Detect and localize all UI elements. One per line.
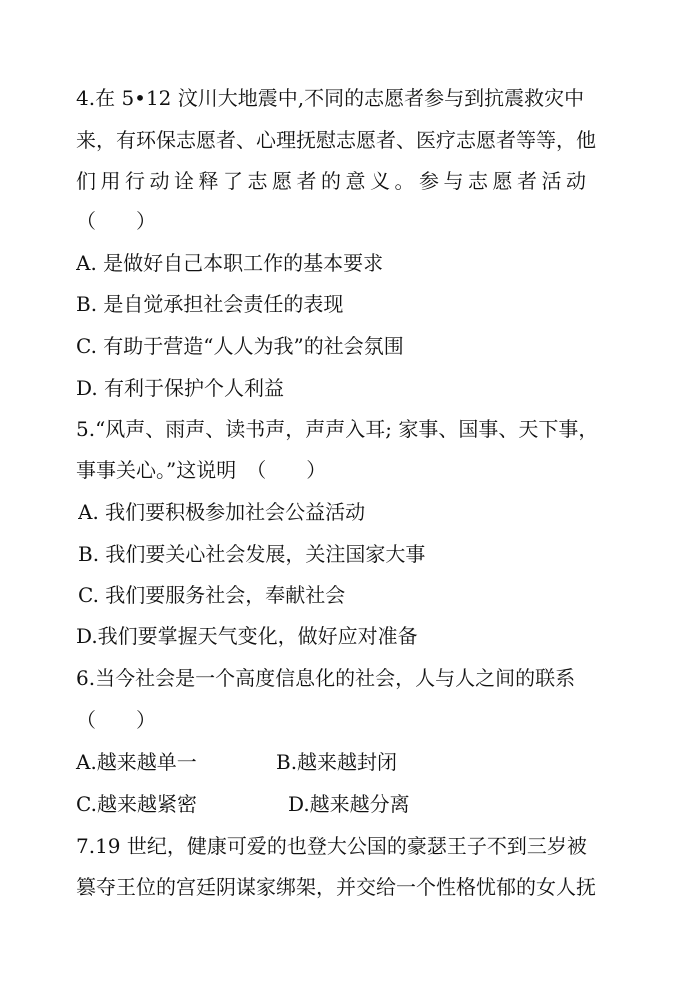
q4-stem-line-1 bbox=[76, 84, 624, 112]
q4-stem-line-2: 来，有环保志愿者、心理抚慰志愿者、医疗志愿者等等，他 bbox=[76, 128, 596, 152]
q5-option-d: D.我们要掌握天气变化，做好应对准备 bbox=[76, 624, 418, 648]
q4-option-d: D. 有利于保护个人利益 bbox=[76, 376, 285, 400]
q6-option-d: D.越来越分离 bbox=[288, 792, 410, 816]
q5-option-c: C. 我们要服务社会，奉献社会 bbox=[78, 583, 346, 607]
q4-stem-text: 4.在 5•12 汶川大地震中,不同的志愿者参与到抗震救灾中 bbox=[76, 86, 585, 110]
q6-option-a: A.越来越单一 bbox=[76, 750, 197, 774]
q5-option-a: A. 我们要积极参加社会公益活动 bbox=[78, 500, 366, 524]
q4-stem-line-3: 们用行动诠释了志愿者的意义。参与志愿者活动 bbox=[76, 169, 591, 193]
q5-option-b: B. 我们要关心社会发展，关注国家大事 bbox=[78, 542, 426, 566]
q7-stem-line-2: 篡夺王位的宫廷阴谋家绑架，并交给一个性格忧郁的女人抚 bbox=[76, 875, 596, 899]
q4-option-c: C. 有助于营造“人人为我”的社会氛围 bbox=[76, 334, 404, 358]
q5-stem-line-1: 5.“风声、雨声、读书声，声声入耳; 家事、国事、天下事， bbox=[76, 417, 599, 441]
q6-option-c: C.越来越紧密 bbox=[76, 792, 197, 816]
q7-stem-line-1: 7.19 世纪，健康可爱的也登大公国的豪瑟王子不到三岁被 bbox=[76, 834, 587, 858]
q6-stem-line-1: 6.当今社会是一个高度信息化的社会，人与人之间的联系 bbox=[76, 666, 576, 690]
q6-answer-blank: （ ） bbox=[76, 708, 156, 732]
q4-answer-blank: （ ） bbox=[76, 209, 156, 233]
q4-option-b: B. 是自觉承担社会责任的表现 bbox=[76, 292, 344, 316]
q4-option-a: A. 是做好自己本职工作的基本要求 bbox=[76, 251, 384, 275]
q5-stem-line-2: 事事关心。”这说明 （ ） bbox=[76, 458, 327, 482]
q6-option-b: B.越来越封闭 bbox=[276, 750, 398, 774]
